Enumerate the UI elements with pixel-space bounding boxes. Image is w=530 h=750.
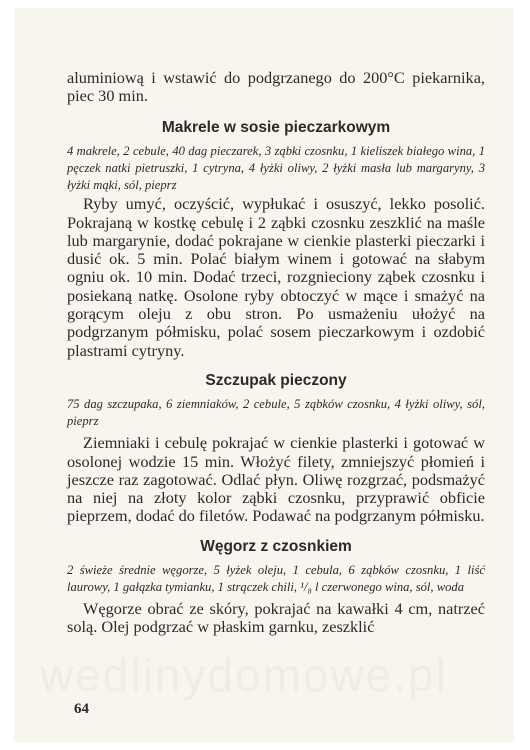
ingredients-szczupak: 75 dag szczupaka, 6 ziemniaków, 2 cebule, 5 ząbków czosnku, 4 łyżki oliwy, sól, pieprz bbox=[67, 396, 485, 429]
intro-paragraph: aluminiową i wstawić do podgrzanego do 200°C piekarnika, piec 30 min. bbox=[67, 68, 485, 106]
recipe-title-szczupak: Szczupak pieczony bbox=[205, 371, 347, 389]
recipe-title-makrele: Makrele w sosie pieczarkowym bbox=[161, 118, 391, 136]
page-content bbox=[67, 69, 485, 637]
instructions-wegorz: Węgorze obrać ze skóry, pokrajać na kawałki 4 cm, natrzeć solą. Olej podgrzać w płaskim garnku, zeszklić bbox=[67, 599, 485, 637]
recipe-title-wegorz: Węgorz z czosnkiem bbox=[200, 537, 352, 555]
ingredients-makrele: 4 makrele, 2 cebule, 40 dag pieczarek, 3 ząbki czosnku, 1 kieliszek białego wina, 1 pęczek natki pietruszki, 1 cytryna, 4 łyżki oliwy, 2 łyżki masła lub margaryny, 3 łyżki mąki, sól, pieprz bbox=[67, 143, 485, 192]
page-number: 64 bbox=[74, 701, 89, 717]
instructions-makrele: Ryby umyć, oczyścić, wypłukać i osuszyć, lekko posolić. Pokrajaną w kostkę cebulę i 2 ząbki czosnku zeszklić na maśle lub margarynie, dodać pokrajane w cienkie plasterki pieczarki i dusić ok. 5 min. Polać białym winem i gotować na słabym ogniu ok. 10 min. Dodać trzeci, rozgnieciony ząbek czosnku i posiekaną natkę. Osolone ryby obtoczyć w mące i smażyć na gorącym oleju z obu stron. Po usmażeniu ułożyć na podgrzanym półmisku, polać sosem pieczarkowym i ozdobić plastrami cytryny. bbox=[67, 194, 485, 360]
instructions-szczupak: Ziemniaki i cebulę pokrajać w cienkie plasterki i gotować w osolonej wodzie 15 min. Włożyć filety, zmniejszyć płomień i jeszcze raz zagotować. Odlać płyn. Oliwę rozgrzać, podsmażyć na niej na złoty kolor ząbki czosnku, przyprawić obficie pieprzem, dodać do filetów. Podawać na podgrzanym półmisku. bbox=[67, 433, 485, 526]
ingredients-wegorz: 2 świeże średnie węgorze, 5 łyżek oleju, 1 cebula, 6 ząbków czosnku, 1 liść laurowy, 1 gałązka tymianku, 1 strączek chili, ¹/₈ l czerwonego wina, sól, woda bbox=[67, 562, 485, 594]
watermark: wedlinydomowe.pl bbox=[40, 649, 448, 701]
